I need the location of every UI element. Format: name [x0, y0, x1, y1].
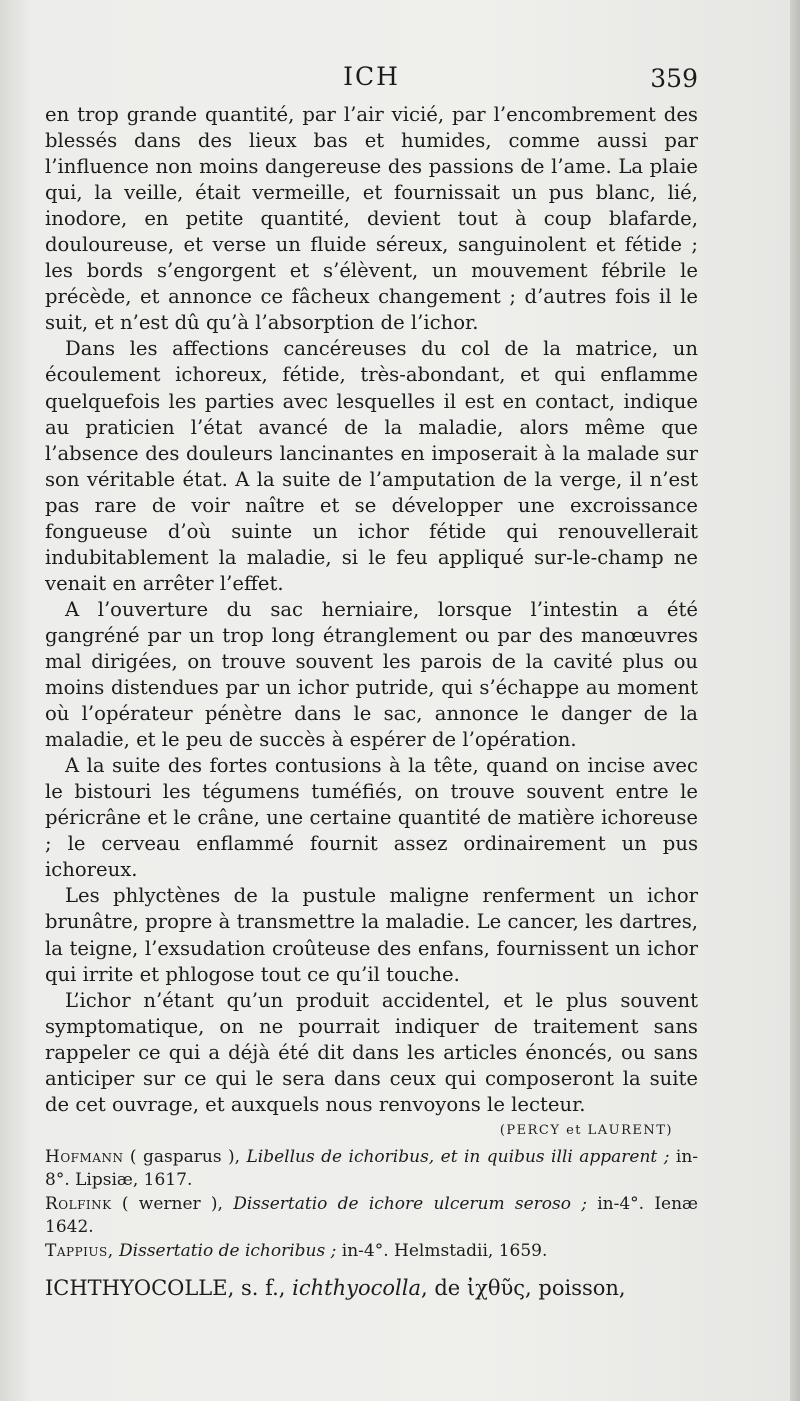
page-content: [45, 62, 698, 1303]
ref-title: Dissertatio de ichoribus ;: [119, 1240, 337, 1261]
running-head: [45, 62, 698, 102]
bibliography-entry: [45, 1193, 698, 1240]
ref-author: Rolfink: [45, 1193, 112, 1214]
ref-author: Tappius,: [45, 1240, 114, 1261]
next-entry: [45, 1273, 698, 1303]
page-edge-shadow: [790, 0, 800, 1401]
ref-author-given: ( werner ),: [121, 1193, 223, 1214]
paragraph: A la suite des fortes contusions à la tête, quand on incise avec le bistouri les tégumens tuméfiés, on trouve souvent entre le péricrâne et le crâne, une certaine quantité de matière ichoreuse ; le cerveau enflammé fournit assez ordinairement un pus ichoreux.: [45, 754, 698, 882]
author-signature: (PERCY et LAURENT): [499, 1122, 673, 1138]
paragraph: Les phlyctènes de la pustule maligne renferment un ichor brunâtre, propre à transmettre la maladie. Le cancer, les dartres, la teigne, l’exsudation croûteuse des enfans, fournissent un ichor qui irrite et phlogose tout ce qu’il touche.: [45, 884, 698, 986]
ref-details: in-4°. Ienæ 1642.: [45, 1193, 699, 1238]
entry-greek: ἰχθῦς: [466, 1276, 526, 1301]
entry-headword: ICHTHYOCOLLE: [45, 1276, 228, 1301]
running-title: ICH: [343, 62, 400, 91]
bibliography: [45, 1146, 698, 1264]
paragraph: A l’ouverture du sac herniaire, lorsque l’intestin a été gangréné par un trop long étranglement ou par des manœuvres mal dirigées, on trouve souvent les parois de la cavité plus ou moins distendues par un ichor putride, qui s’échappe au moment où l’opérateur pénètre dans le sac, annonce le danger de la maladie, et le peu de succès à espérer de l’opération.: [45, 597, 698, 752]
entry-grammar: , s. f.,: [227, 1276, 286, 1301]
ref-details: in-4°. Helmstadii, 1659.: [341, 1240, 548, 1261]
paragraph: en trop grande quantité, par l’air vicié, par l’encombrement des blessés dans des lieux bas et humides, comme aussi par l’influence non moins dangereuse des passions de l’ame. La plaie qui, la veille, était vermeille, et fournissait un pus blanc, lié, inodore, en petite quantité, devient tout à coup blafarde, douloureuse, et verse un fluide séreux, sanguinolent et fétide ; les bords s’engorgent et s’élèvent, un mouvement fébrile le précède, et annonce ce fâcheux changement ; d’autres fois il le suit, et n’est dû qu’à l’absorption de l’ichor.: [45, 103, 698, 335]
entry-latin: ichthyocolla: [292, 1276, 421, 1301]
ref-author: Hofmann: [45, 1146, 124, 1167]
ref-author-given: ( gasparus ),: [129, 1146, 241, 1167]
ref-title: Libellus de ichoribus, et in quibus illi apparent ;: [246, 1146, 670, 1167]
entry-gloss: , poisson,: [525, 1276, 626, 1301]
ref-title: Dissertatio de ichore ulcerum seroso ;: [233, 1193, 587, 1214]
ref-details: in-8°. Lipsiæ, 1617.: [45, 1146, 699, 1191]
paragraph: Dans les affections cancéreuses du col de la matrice, un écoulement ichoreux, fétide, très-abondant, et qui enflamme quelquefois les parties avec lesquelles il est en contact, indique au praticien l’état avancé de la maladie, alors même que l’absence des douleurs lancinantes en imposerait à la malade sur son véritable état. A la suite de l’amputation de la verge, il n’est pas rare de voir naître et se développer une excroissance fongueuse d’où suinte un ichor fétide qui renouvellerait indubitablement la maladie, si le feu appliqué sur-le-champ ne venait en arrêter l’effet.: [45, 337, 698, 595]
bibliography-entry: [45, 1240, 698, 1264]
entry-etym-prefix: , de: [420, 1276, 461, 1301]
paragraph: L’ichor n’étant qu’un produit accidentel, et le plus souvent symptomatique, on ne pourrait indiquer de traitement sans rappeler ce qui a déjà été dit dans les articles énoncés, ou sans anticiper sur ce qui le sera dans ceux qui composeront la suite de cet ouvrage, et auxquels nous renvoyons le lecteur.: [45, 988, 698, 1116]
article-body: [45, 102, 698, 1118]
page-number: 359: [650, 64, 698, 93]
bibliography-entry: [45, 1146, 698, 1193]
